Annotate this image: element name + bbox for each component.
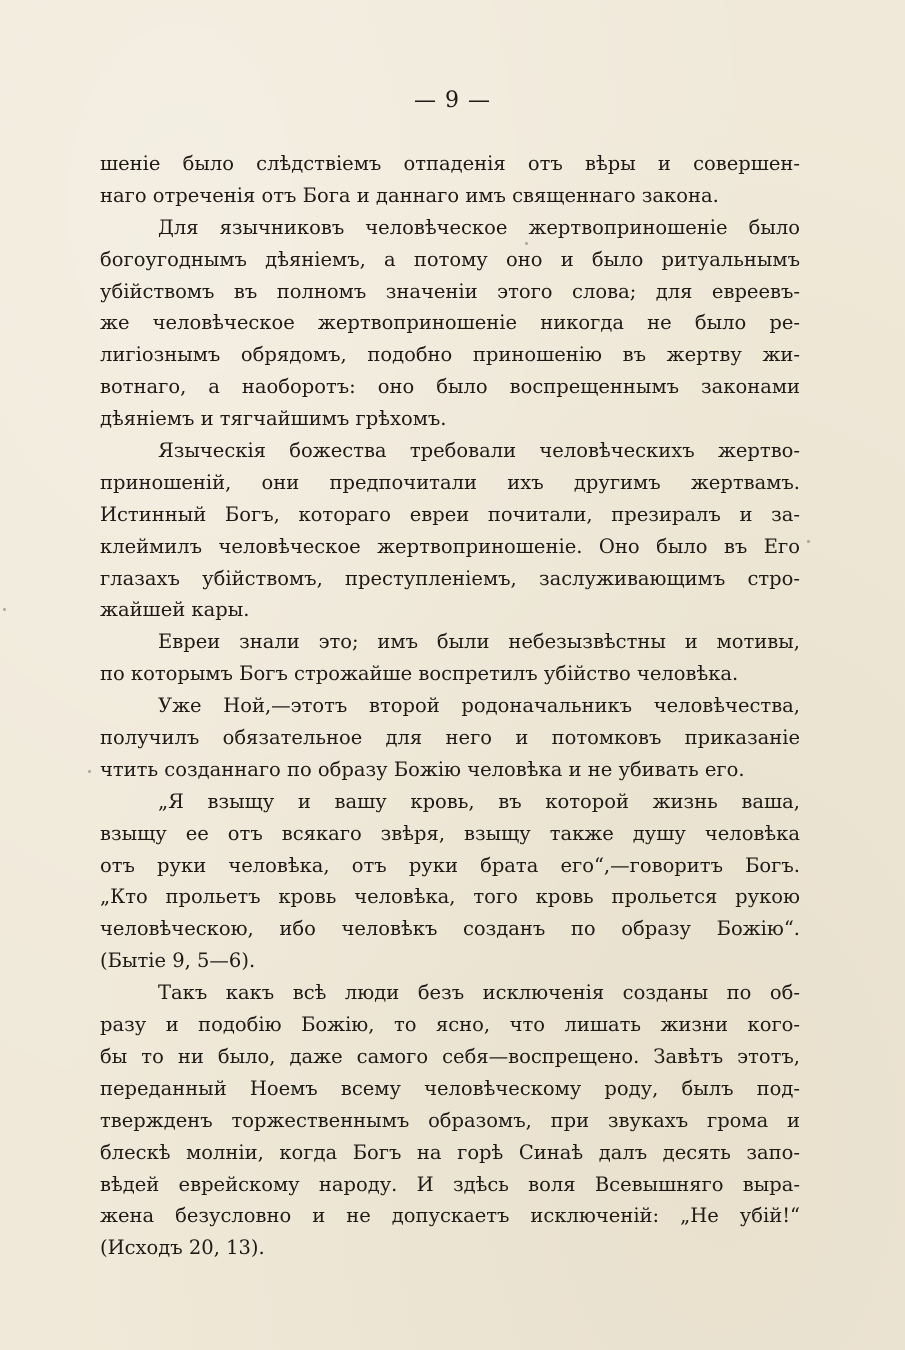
- paragraph: [100, 977, 800, 1264]
- text-line: чтить созданнаго по образу Божію человѣка и не убивать его.: [100, 757, 745, 781]
- text-line: вѣдей еврейскому народу. И здѣсь воля Всевышняго выра-: [100, 1172, 800, 1196]
- text-line: вотнаго, а наоборотъ: оно было воспрещеннымъ законами: [100, 375, 800, 399]
- text-line: же человѣческое жертвоприношеніе никогда не было ре-: [100, 311, 800, 335]
- body-text: [100, 148, 800, 1264]
- text-line: человѣческою, ибо человѣкъ созданъ по образу Божію“.: [100, 917, 800, 941]
- text-line: „Кто прольетъ кровь человѣка, того кровь прольется рукою: [100, 885, 800, 909]
- text-line: убійствомъ въ полномъ значеніи этого слова; для евреевъ-: [100, 279, 800, 303]
- text-line: клеймилъ человѣческое жертвоприношеніе. Оно было въ Его: [100, 534, 800, 558]
- text-line: лигіознымъ обрядомъ, подобно приношенію въ жертву жи-: [100, 343, 800, 367]
- text-line: глазахъ убійствомъ, преступленіемъ, заслуживающимъ стро-: [100, 566, 800, 590]
- text-line: блескѣ молніи, когда Богъ на горѣ Синаѣ далъ десять запо-: [100, 1140, 800, 1164]
- text-line: взыщу ее отъ всякаго звѣря, взыщу также душу человѣка: [100, 821, 800, 845]
- text-line: Уже Ной,—этотъ второй родоначальникъ человѣчества,: [158, 694, 800, 718]
- text-line: жена безусловно и не допускаетъ исключеній: „Не убій!“: [100, 1204, 800, 1228]
- paragraph: [100, 690, 800, 786]
- text-line: жайшей кары.: [100, 598, 250, 622]
- paper-speck: [807, 540, 810, 543]
- paragraph: [100, 148, 800, 212]
- text-line: Евреи знали это; имъ были небезызвѣстны и мотивы,: [158, 630, 800, 654]
- text-line: Такъ какъ всѣ люди безъ исключенія созданы по об-: [158, 981, 800, 1005]
- paragraph: [100, 435, 800, 626]
- text-line: Истинный Богъ, котораго евреи почитали, презиралъ и за-: [100, 502, 800, 526]
- text-line: бы то ни было, даже самого себя—воспрещено. Завѣтъ этотъ,: [100, 1044, 800, 1068]
- text-line: переданный Ноемъ всему человѣческому роду, былъ под-: [100, 1076, 800, 1100]
- text-line: отъ руки человѣка, отъ руки брата его“,—говоритъ Богъ.: [100, 853, 800, 877]
- text-line: получилъ обязательное для него и потомковъ приказаніе: [100, 726, 800, 750]
- text-line: Для язычниковъ человѣческое жертвоприношеніе было: [158, 215, 800, 239]
- text-line: „Я взыщу и вашу кровь, въ которой жизнь ваша,: [158, 789, 800, 813]
- text-line: (Исходъ 20, 13).: [100, 1236, 265, 1260]
- paper-speck: [3, 608, 6, 611]
- text-line: шеніе было слѣдствіемъ отпаденія отъ вѣры и совершен-: [100, 152, 800, 175]
- paper-speck: [88, 770, 91, 773]
- paragraph: [100, 786, 800, 977]
- text-line: по которымъ Богъ строжайше воспретилъ убійство человѣка.: [100, 662, 739, 686]
- paragraph: [100, 626, 800, 690]
- page-number: — 9 —: [414, 88, 491, 113]
- text-line: приношеній, они предпочитали ихъ другимъ жертвамъ.: [100, 470, 800, 494]
- text-line: (Бытіе 9, 5—6).: [100, 949, 256, 973]
- text-line: дѣяніемъ и тягчайшимъ грѣхомъ.: [100, 407, 447, 431]
- paper-speck: [525, 242, 528, 245]
- text-line: богоугоднымъ дѣяніемъ, а потому оно и было ритуальнымъ: [100, 247, 800, 271]
- text-line: разу и подобію Божію, то ясно, что лишать жизни кого-: [100, 1013, 800, 1037]
- paragraph: [100, 212, 800, 435]
- text-line: Языческія божества требовали человѣческихъ жертво-: [158, 439, 800, 463]
- text-line: твержденъ торжественнымъ образомъ, при звукахъ грома и: [100, 1108, 800, 1132]
- text-line: наго отреченія отъ Бога и даннаго имъ священнаго закона.: [100, 183, 719, 207]
